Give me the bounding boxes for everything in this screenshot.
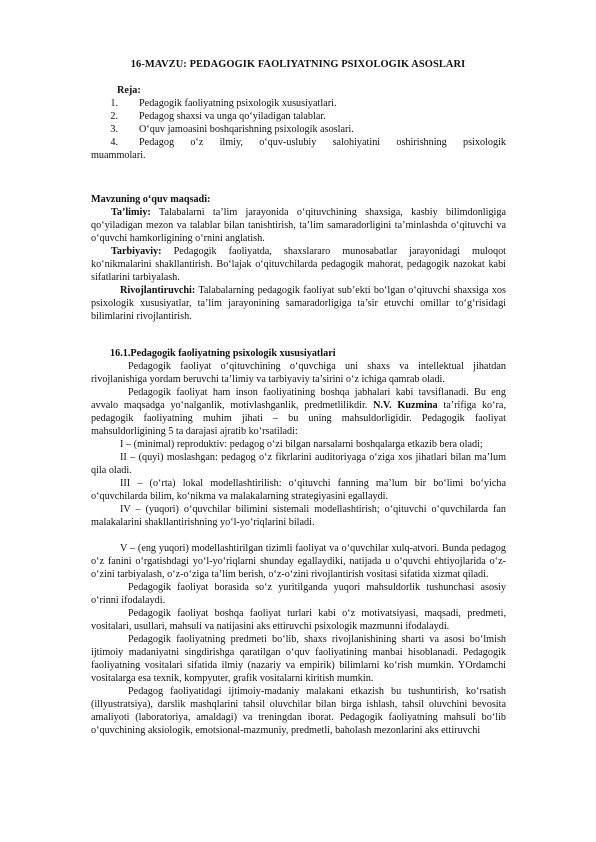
paragraph-text: ta’rifiga ko‘ra, pedagogik faoliyatning muhim jihati – bu uning mahsuldorligidir. Pedagogik faoliyat mahsuldorligining 5 ta darajasi ajratib ko‘rsatiladi: xyxy=(91,400,506,437)
level-item: IV – (yuqori) o‘quvchilar bilimini sistemali modellashtirish; o‘qituvchi o‘quvchilarda fan malakalarini shakllantirishning yo‘l-yo‘riqlarini biladi. xyxy=(91,504,506,528)
plan-item-number: 3. xyxy=(110,124,118,135)
objective-educational xyxy=(91,206,506,245)
plan-item-text: O‘quv jamoasini boshqarishning psixologik asoslari. xyxy=(139,124,354,135)
level-item: I – (minimal) reproduktiv: pedagog o‘zi bilgan narsalarni boshqalarga etkazib bera oladi; xyxy=(120,439,483,450)
paragraph xyxy=(91,386,506,438)
paragraph: Pedagogik faoliyat o‘qituvchining o‘quvchiga uni shaxs va intellektual jihatdan rivojlanishiga yordam beruvchi ta’limiy va tarbiyaviy ta’sirini o‘z ichiga qamrab oladi. xyxy=(91,361,506,385)
level-item: II – (quyi) moslashgan: pedagog o‘z fikrlarini auditoriyaga o‘ziga xos jihatlari bilan ma’lum qila oladi. xyxy=(91,452,506,476)
author-name: N.V. Kuzmina xyxy=(373,400,438,411)
plan-item-text: Pedagog o‘z ilmiy, o‘quv-uslubiy salohiyatini oshirishning psixologik xyxy=(139,137,506,148)
plan-item xyxy=(91,123,506,136)
objective-label: Rivojlantiruvchi: xyxy=(120,285,196,296)
page-title: 16-MAVZU: PEDAGOGIK FAOLIYATNING PSIXOLOGIK ASOSLARI xyxy=(130,59,466,70)
level-item: III – (o‘rta) lokal modellashtirilish: o‘qituvchi fanning ma’lum bir bo‘limi bo‘yicha o‘quvchilarda bilim, ko‘nikma va malakalarning strategiyasini egallaydi. xyxy=(91,478,506,502)
objective-label: Tarbiyaviy: xyxy=(111,246,162,257)
plan-item-number: 4. xyxy=(110,137,118,148)
plan-heading: Reja: xyxy=(117,85,141,96)
plan-item-text: Pedagogik faoliyatning psixologik xususiyatlari. xyxy=(139,98,337,109)
objective-text: Pedagogik faoliyatda, shaxslararo munosabatlar jarayonidagi muloqot ko‘nikmalarini shakllantirish. Bo‘lajak o‘qituvchilarda pedagogik mahorat, pedagogik nazokat kabi sifatlarini tarbiyalash. xyxy=(91,246,506,283)
plan-item xyxy=(91,136,506,149)
plan-item-number: 2. xyxy=(110,111,118,122)
objective-upbringing xyxy=(91,245,506,284)
objectives-block xyxy=(91,193,506,323)
section-heading: 16.1.Pedagogik faoliyatning psixologik xususiyatlari xyxy=(110,348,336,359)
plan-item-continuation: muammolari. xyxy=(91,150,146,161)
paragraph: Pedagogik faoliyatning predmeti bo‘lib, shaxs rivojlanishining sharti va asosi bo‘lmish ijtimoiy madaniyatni singdirishga qaratilgan o‘quv faoliyatining manbai hisoblanadi. Pedagogik faoliyatning vositalari sifatida ilmiy (nazariy va empirik) bilimlarni ko‘rish mumkin. YOrdamchi vositalarga esa texnik, kompyuter, grafik vositalarni kiritish mumkin. xyxy=(91,634,506,684)
paragraph: Pedagogik faoliyat borasida so‘z yuritilganda yuqori mahsuldorlik tushunchasi asosiy o‘rinni ifodalaydi. xyxy=(91,582,506,606)
plan-list xyxy=(91,97,506,149)
objective-text: Talabalarning pedagogik faoliyat sub’ekti bo‘lgan o‘qituvchi shaxsiga xos psixologik xususiyatlar, ta’lim jarayonining samaradorligiga ta’sir etuvchi omillar to‘g‘risidagi bilimlarini rivojlantirish. xyxy=(91,285,506,322)
plan-item xyxy=(91,97,506,110)
plan-item-text: Pedagog shaxsi va unga qo‘yiladigan talablar. xyxy=(139,111,326,122)
paragraph-text: Pedagogik faoliyat ham inson faoliyatining boshqa jabhalari kabi tavsiflanadi. Bu eng avvalo maqsadga yo‘nalganlik, motivlashganlik, predmetlilikdir. xyxy=(91,387,506,411)
objective-text: Talabalarni ta’lim jarayonida o‘qituvchining shaxsiga, kasbiy bilimdonligiga qo‘yiladigan mezon va talablar bilan tanishtirish, ta’lim samaradorligini ta’minlashda o‘qituvchi va o‘quvchi hamkorligining o‘rnini anglatish. xyxy=(91,207,506,244)
objective-label: Ta’limiy: xyxy=(111,207,151,218)
level-item: V – (eng yuqori) modellashtirilgan tizimli faoliyat va o‘quvchilar xulq-atvori. Bunda pedagog o‘z fanini o‘rgatishdagi yo‘l-yo‘riqlarni shunday egallaydiki, natijada u o‘quvchi ehtiyojlarida o‘z-o‘zini tarbiyalash, o‘z-o‘ziga ta’lim berish, o‘z-o‘zini rivojlantirish vositasi sifatida xizmat qiladi. xyxy=(91,543,506,580)
paragraph: Pedagog faoliyatidagi ijtimoiy-madaniy malakani etkazish bu tushuntirish, ko‘rsatish (illyustratsiya), darslik mashqlarini tahsil oluvchilar bilan birga ishlash, tahsil oluvchini bevosita amaliyoti (laboratoriya, amaldagi) va treningdan iborat. Pedagogik faoliyatning mahsuli bo‘lib o‘quvchining aksiologik, emotsional-mazmuniy, predmetli, baholash mezonlarini aks ettiruvchi xyxy=(91,686,506,736)
objective-developmental xyxy=(91,284,506,323)
section-body xyxy=(91,360,506,737)
paragraph: Pedagogik faoliyat boshqa faoliyat turlari kabi o‘z motivatsiyasi, maqsadi, predmeti, vositalari, usullari, mahsuli va natijasini aks ettiruvchi psixologik mazmunni ifodalaydi. xyxy=(91,608,506,632)
plan-item xyxy=(91,110,506,123)
plan-item-number: 1. xyxy=(110,98,118,109)
objectives-heading: Mavzuning o‘quv maqsadi: xyxy=(91,194,211,205)
